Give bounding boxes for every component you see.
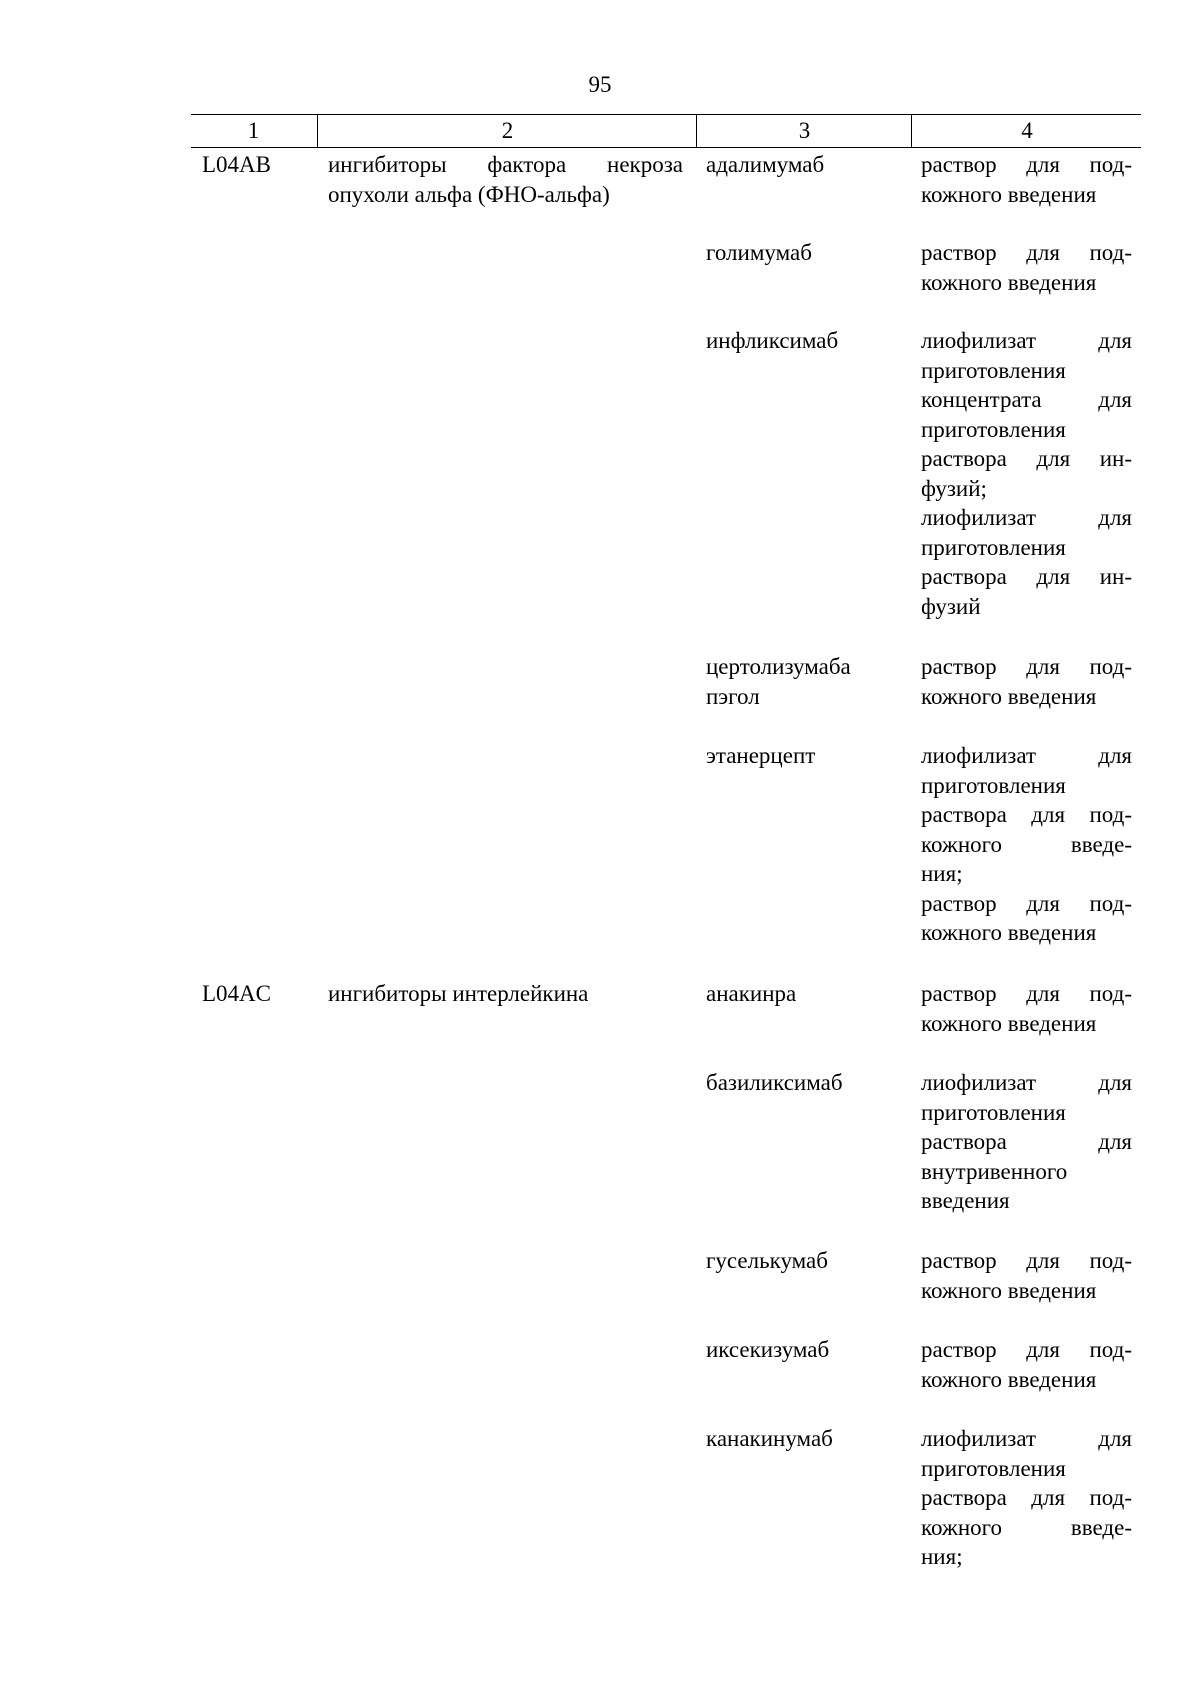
drug-name — [706, 326, 906, 356]
dosage-form — [921, 150, 1132, 209]
form-line: кожного введения — [921, 1366, 1097, 1392]
form-line: кожного введения — [921, 1277, 1097, 1303]
form-line: раствора для под- — [921, 1485, 1132, 1510]
form-line: раствор для под- — [921, 152, 1132, 177]
page-number: 95 — [588, 72, 612, 97]
form-line: кожного введе- — [921, 831, 1132, 857]
header-col-2: 2 — [317, 115, 697, 147]
dosage-form — [921, 1335, 1132, 1394]
form-line: ния; — [921, 861, 963, 886]
drug-name-line: анакинра — [706, 981, 797, 1006]
drug-name — [706, 652, 906, 711]
form-line: кожного введения — [921, 269, 1097, 295]
form-line: раствор для под- — [921, 654, 1132, 679]
drug-name-line: пэгол — [706, 683, 760, 709]
dosage-form — [921, 1424, 1132, 1572]
form-line: приготовления — [921, 772, 1066, 798]
dosage-form — [921, 1068, 1132, 1216]
drug-name — [706, 1246, 906, 1276]
form-line: раствор для под- — [921, 240, 1132, 265]
form-line: введения — [921, 1188, 1010, 1213]
form-line: раствор для под- — [921, 1337, 1132, 1362]
form-line: фузий; — [921, 475, 987, 501]
drug-name — [706, 1068, 906, 1098]
form-line: раствор для под- — [921, 1248, 1132, 1273]
drug-name — [706, 1424, 906, 1454]
drug-name-line: голимумаб — [706, 240, 812, 265]
form-line: приготовления — [921, 416, 1066, 442]
form-line: кожного введения — [921, 181, 1097, 207]
drug-name-line: базиликсимаб — [706, 1070, 843, 1095]
dosage-form — [921, 326, 1132, 621]
atc-code: L04AB — [202, 152, 271, 177]
dosage-form — [921, 238, 1132, 297]
form-line: кожного введения — [921, 683, 1097, 709]
form-line: раствора для ин- — [921, 446, 1132, 471]
form-line: лиофилизат для — [921, 743, 1132, 768]
drug-name — [706, 150, 906, 180]
form-line: кожного введе- — [921, 1514, 1132, 1540]
form-line: раствора для под- — [921, 802, 1132, 827]
drug-name — [706, 979, 906, 1009]
pharmacological-group — [328, 979, 683, 1009]
form-line: лиофилизат для — [921, 505, 1132, 530]
form-line: концентрата для — [921, 387, 1132, 412]
drug-name-line: этанерцепт — [706, 743, 816, 768]
header-col-4: 4 — [911, 115, 1142, 147]
drug-name-line: гуселькумаб — [706, 1248, 828, 1273]
form-line: раствора для — [921, 1129, 1132, 1154]
form-line: внутривенного — [921, 1158, 1068, 1184]
dosage-form — [921, 979, 1132, 1038]
drug-name — [706, 1335, 906, 1365]
drug-name-line: инфликсимаб — [706, 328, 839, 353]
form-line: лиофилизат для — [921, 328, 1132, 353]
drug-name — [706, 741, 906, 771]
form-line: кожного введения — [921, 1010, 1097, 1036]
form-line: ния; — [921, 1544, 963, 1569]
group-line: опухоли альфа (ФНО-альфа) — [328, 181, 610, 207]
atc-code: L04AC — [202, 981, 271, 1006]
drug-name-line: цертолизумаба — [706, 654, 851, 679]
group-line: ингибиторы интерлейкина — [328, 981, 589, 1006]
header-col-3: 3 — [696, 115, 912, 147]
form-line: фузий — [921, 593, 981, 619]
form-line: лиофилизат для — [921, 1070, 1132, 1095]
form-line: раствор для под- — [921, 890, 1132, 916]
dosage-form — [921, 741, 1132, 948]
form-line: раствор для под- — [921, 981, 1132, 1006]
header-col-1: 1 — [247, 118, 260, 143]
form-line: приготовления — [921, 1099, 1066, 1125]
dosage-form — [921, 652, 1132, 711]
table-header — [191, 114, 1141, 148]
drug-name-line: адалимумаб — [706, 152, 825, 177]
form-line: приготовления — [921, 534, 1066, 560]
form-line: приготовления — [921, 1455, 1066, 1481]
drug-name — [706, 238, 906, 268]
dosage-form — [921, 1246, 1132, 1305]
drug-name-line: канакинумаб — [706, 1426, 833, 1451]
form-line: лиофилизат для — [921, 1426, 1132, 1451]
form-line: кожного введения — [921, 920, 1097, 945]
form-line: приготовления — [921, 357, 1066, 383]
drug-name-line: иксекизумаб — [706, 1337, 830, 1362]
group-line: ингибиторы фактора некроза — [328, 152, 683, 177]
form-line: раствора для ин- — [921, 564, 1132, 589]
pharmacological-group — [328, 150, 683, 209]
